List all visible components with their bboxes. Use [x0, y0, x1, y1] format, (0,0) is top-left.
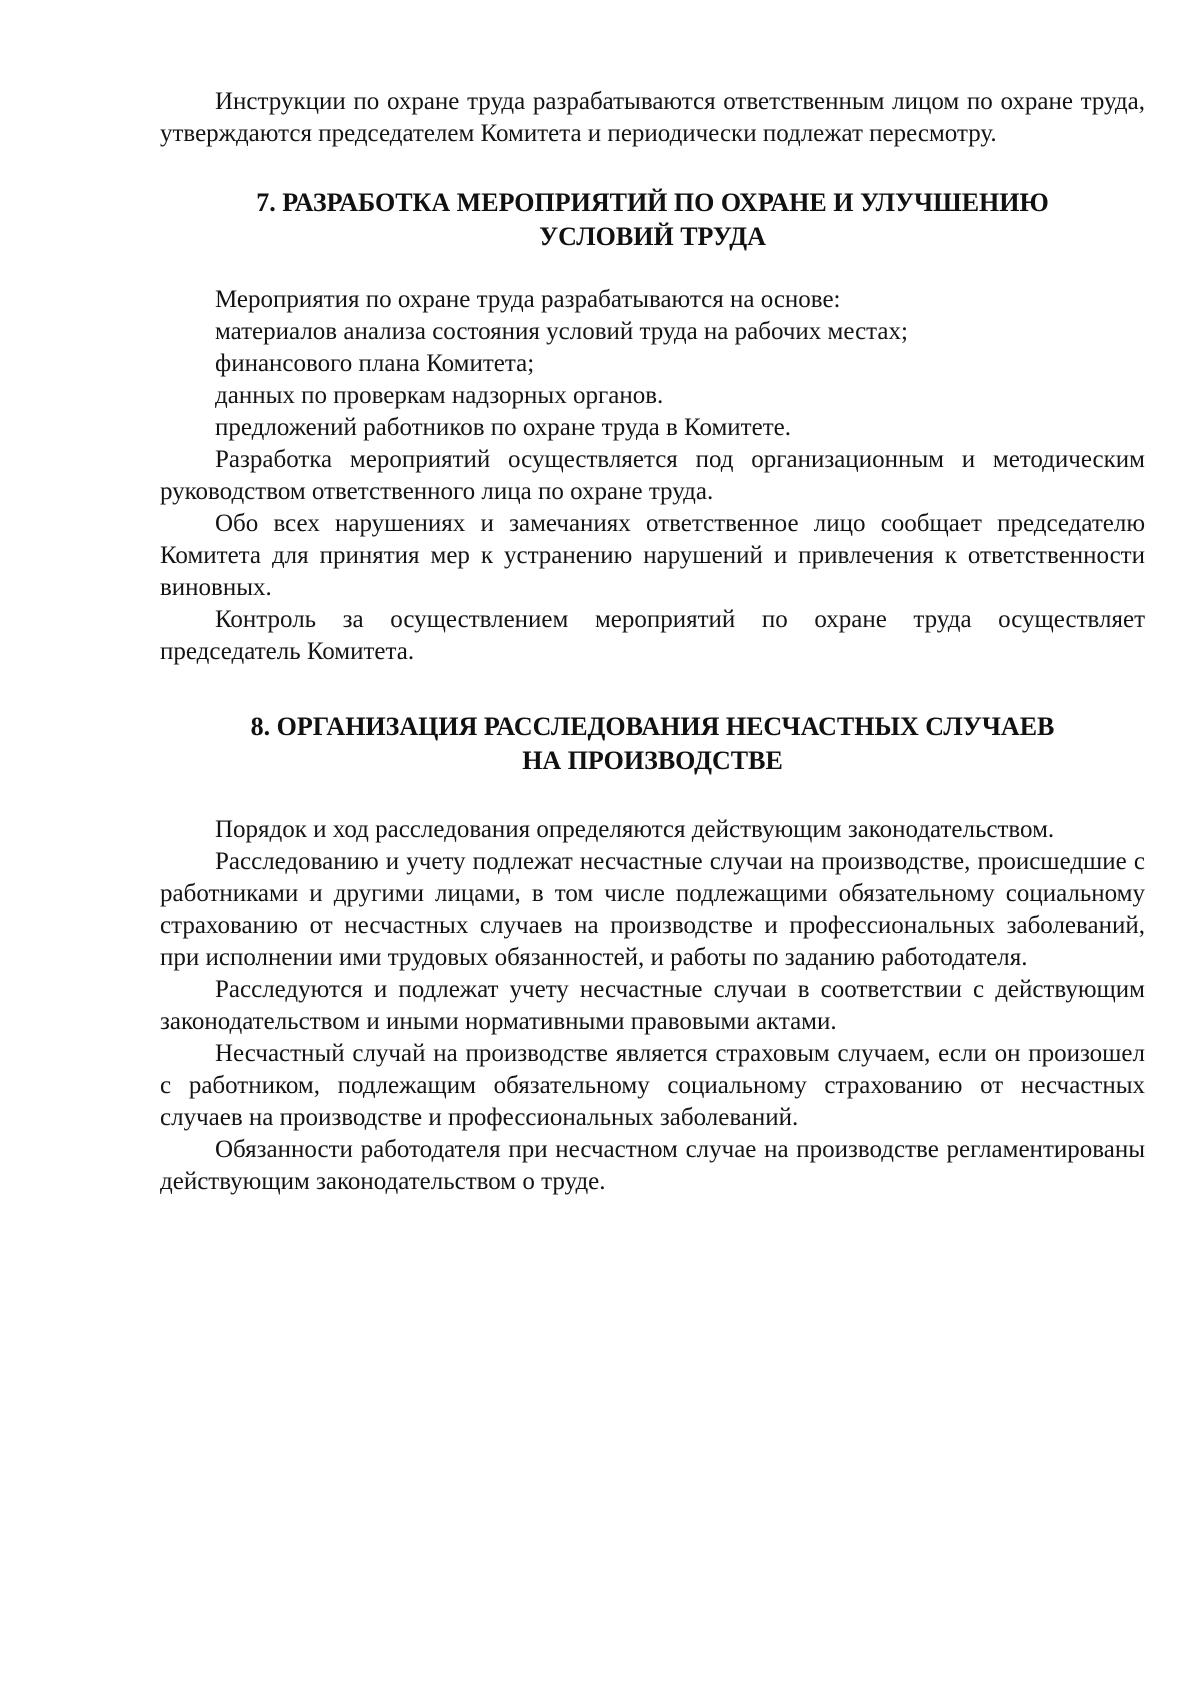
section-8-paragraph: Расследуются и подлежат учету несчастные случаи в соответствии с действующим законодательством и иными нормативными правовыми актами. — [160, 976, 1145, 1035]
section-8-paragraph: Обязанности работодателя при несчастном случае на производстве регламентированы действующим законодательством о труде. — [160, 1136, 1145, 1195]
section-8-heading-line-2: НА ПРОИЗВОДСТВЕ — [522, 746, 783, 775]
section-7-paragraph: Разработка мероприятий осуществляется под организационным и методическим руководством ответственного лица по охране труда. — [160, 446, 1145, 505]
section-7-paragraph: Обо всех нарушениях и замечаниях ответственное лицо сообщает председателю Комитета для принятия мер к устранению нарушений и привлечения к ответственности виновных. — [160, 510, 1145, 601]
document-page — [160, 86, 1145, 1198]
section-7-paragraph: Контроль за осуществлением мероприятий по охране труда осуществляет председатель Комитета. — [160, 606, 1145, 665]
intro-paragraph: Инструкции по охране труда разрабатываются ответственным лицом по охране труда, утверждаются председателем Комитета и периодически подлежат пересмотру. — [160, 88, 1145, 147]
section-8-body — [160, 814, 1145, 1198]
section-7-list-item: материалов анализа состояния условий труда на рабочих местах; — [215, 318, 908, 345]
section-7-body — [160, 284, 1145, 668]
section-8-paragraph: Порядок и ход расследования определяются действующим законодательством. — [215, 816, 1055, 843]
section-7-heading-line-1: 7. РАЗРАБОТКА МЕРОПРИЯТИЙ ПО ОХРАНЕ И УЛУЧШЕНИЮ — [256, 188, 1049, 217]
section-8-heading-line-1: 8. ОРГАНИЗАЦИЯ РАССЛЕДОВАНИЯ НЕСЧАСТНЫХ СЛУЧАЕВ — [250, 712, 1055, 741]
section-8-paragraph: Расследованию и учету подлежат несчастные случаи на производстве, происшедшие с работниками и другими лицами, в том числе подлежащими обязательному социальному страхованию от несчастных случаев на производстве и профессиональных заболеваний, при исполнении ими трудовых обязанностей, и работы по заданию работодателя. — [160, 848, 1145, 971]
section-8-heading — [160, 710, 1145, 778]
section-7-heading — [160, 186, 1145, 254]
section-7-lead: Мероприятия по охране труда разрабатываются на основе: — [215, 286, 841, 313]
section-7-list-item: данных по проверкам надзорных органов. — [215, 382, 664, 409]
section-8-paragraph: Несчастный случай на производстве является страховым случаем, если он произошел с работником, подлежащим обязательному социальному страхованию от несчастных случаев на производстве и профессиональных заболеваний. — [160, 1040, 1145, 1131]
section-7-heading-line-2: УСЛОВИЙ ТРУДА — [539, 222, 766, 251]
section-7-list-item: предложений работников по охране труда в Комитете. — [215, 414, 791, 441]
section-7-list-item: финансового плана Комитета; — [215, 350, 535, 377]
